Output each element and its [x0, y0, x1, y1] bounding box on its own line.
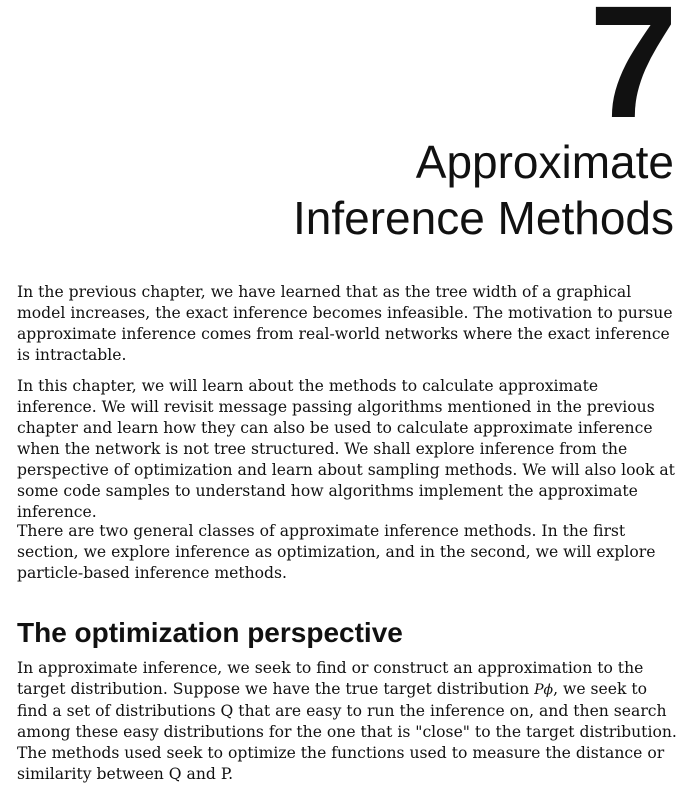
intro-paragraph-1: In the previous chapter, we have learned that as the tree width of a graphical model increases, the exact inference becomes infeasible. The motivation to pursue approximate inference comes from real-world networks where the exact inference is intractable.	[17, 283, 673, 364]
intro-paragraph-3: There are two general classes of approximate inference methods. In the first section, we explore inference as optimization, and in the second, we will explore particle-based inference methods.	[17, 522, 656, 582]
chapter-title-line-1: Approximate	[415, 136, 674, 188]
section-paragraph	[17, 658, 682, 785]
math-symbol-p-phi: Pϕ	[534, 682, 554, 698]
chapter-title-line-2: Inference Methods	[292, 192, 674, 244]
section-paragraph-text-1: In approximate inference, we seek to find or construct an approximation to the target distribution. Suppose we have the true target distribution	[17, 659, 644, 698]
chapter-number: 7	[589, 0, 674, 151]
intro-paragraph-2: In this chapter, we will learn about the methods to calculate approximate inference. We will revisit message passing algorithms mentioned in the previous chapter and learn how they can also be used to calculate approximate inference when the network is not tree structured. We shall explore inference from the perspective of optimization and learn about sampling methods. We will also look at some code samples to understand how algorithms implement the approximate inference.	[17, 377, 675, 521]
section-heading: The optimization perspective	[17, 617, 403, 648]
chapter-title	[293, 134, 674, 246]
section-paragraph-text-2: , we seek to find a set of distributions Q that are easy to run the inference on, and then search among these easy distributions for the one that is "close" to the target distribution. The methods used seek to optimize the functions used to measure the distance or similarity between Q and P.	[17, 680, 677, 783]
